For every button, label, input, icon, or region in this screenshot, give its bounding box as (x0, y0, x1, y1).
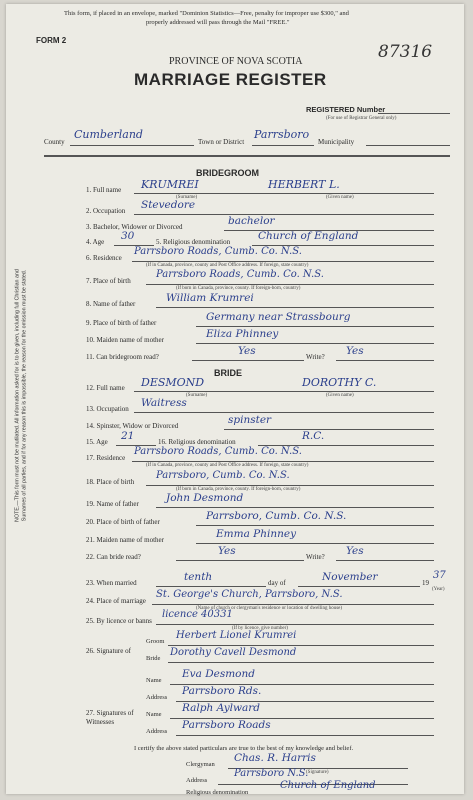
groom-father-birth-label: 9. Place of birth of father (86, 319, 157, 327)
clergyman-signature: Chas. R. Harris (234, 752, 316, 764)
bride-status-line (224, 429, 434, 430)
signatures-label: 26. Signature of (86, 647, 131, 655)
town-line (252, 145, 314, 146)
groom-father-line (156, 307, 434, 308)
bride-birth-label: 18. Place of birth (86, 478, 135, 486)
bride-mother-label: 21. Maiden name of mother (86, 536, 164, 544)
groom-fullname-line (134, 193, 434, 194)
bridegroom-heading: BRIDEGROOM (196, 168, 259, 178)
side-note (15, 146, 28, 646)
bride-given-name: DOROTHY C. (302, 376, 377, 389)
bride-surname: DESMOND (141, 376, 205, 389)
groom-birth-label: 7. Place of birth (86, 277, 131, 285)
bride-write-line (336, 560, 434, 561)
groom-birth-line (146, 284, 434, 285)
county-label: County (44, 138, 65, 146)
licence-line (156, 624, 434, 625)
groom-age-label: 4. Age (86, 238, 105, 246)
bride-religion: R.C. (302, 430, 325, 442)
married-year-hint: (Year) (432, 587, 445, 592)
bride-read: Yes (218, 545, 236, 557)
clergyman-address-label: Address (186, 777, 208, 784)
county-line (70, 145, 194, 146)
bride-father: John Desmond (166, 492, 244, 504)
licence-hint: (If by licence, give number) (232, 626, 288, 631)
groom-age: 30 (121, 230, 135, 242)
bride-residence-line (132, 461, 434, 462)
groom-occupation-line (134, 214, 434, 215)
mail-notice-line1: This form, if placed in an envelope, marked "Dominion Statistics—Free, penalty for improper use $300," and (64, 10, 349, 17)
bride-residence-label: 17. Residence (86, 454, 126, 462)
groom-residence-line (132, 261, 434, 262)
certify-statement: I certify the above stated particulars are true to the best of my knowledge and belief. (134, 745, 354, 752)
groom-father-label: 8. Name of father (86, 300, 136, 308)
groom-given-hint: (Given name) (326, 195, 354, 200)
bride-father-label: 19. Name of father (86, 500, 139, 508)
groom-residence: Parrsboro Roads, Cumb. Co. N.S. (134, 246, 302, 257)
bride-surname-hint: (Surname) (186, 393, 208, 398)
bride-status: spinster (228, 414, 272, 426)
bride-signature: Dorothy Cavell Desmond (170, 647, 297, 658)
groom-residence-label: 6. Residence (86, 254, 122, 262)
licence-value: licence 40331 (162, 609, 233, 620)
clergyman-religion: Church of England (280, 780, 376, 791)
groom-write: Yes (346, 345, 364, 357)
registrar-note: (For use of Registrar General only) (326, 116, 397, 121)
bride-birth-line (146, 485, 434, 486)
groom-read: Yes (238, 345, 256, 357)
groom-occupation-label: 2. Occupation (86, 207, 126, 215)
witness2-name-label: Name (146, 711, 162, 718)
bride-occupation-line (134, 412, 434, 413)
groom-birth: Parrsboro Roads, Cumb. Co. N.S. (156, 269, 324, 280)
bride-sig-label: Bride (146, 655, 161, 662)
province-heading: PROVINCE OF NOVA SCOTIA (169, 56, 303, 67)
clergyman-address: Parrsboro N.S. (234, 768, 309, 779)
side-note-line2: Surnames of all parties, and if for any reason this is impossible, the reason for the omission must be stated. (21, 269, 27, 522)
marriage-register-form (6, 4, 464, 794)
groom-read-line (192, 360, 304, 361)
bride-fullname-line (134, 391, 434, 392)
witness1-address: Parrsboro Rds. (182, 685, 262, 697)
groom-mother: Eliza Phinney (206, 328, 279, 340)
bride-given-hint: (Given name) (326, 393, 354, 398)
header-rule (44, 155, 450, 157)
groom-mother-label: 10. Maiden name of mother (86, 336, 164, 344)
groom-father-birth: Germany near Strassbourg (206, 311, 351, 323)
married-month: November (322, 571, 378, 583)
form-label: FORM 2 (36, 36, 67, 45)
registered-number-line (378, 113, 450, 114)
bride-father-line (156, 507, 434, 508)
groom-status-label: 3. Bachelor, Widower or Divorced (86, 223, 183, 231)
bride-religion-label: 16. Religious denomination (158, 438, 236, 446)
groom-occupation: Stevedore (141, 199, 196, 211)
bride-occupation: Waitress (141, 397, 187, 409)
bride-residence: Parrsboro Roads, Cumb. Co. N.S. (134, 446, 302, 457)
groom-fullname-label: 1. Full name (86, 186, 122, 194)
groom-mother-line (196, 343, 434, 344)
groom-status: bachelor (228, 215, 275, 227)
groom-religion-label: 5. Religious denomination (156, 238, 231, 246)
municipality-label: Municipality (318, 138, 355, 146)
bride-mother-line (196, 543, 434, 544)
page-title: MARRIAGE REGISTER (134, 70, 327, 89)
marriage-place-label: 24. Place of marriage (86, 597, 146, 605)
bride-read-line (176, 560, 304, 561)
bride-age: 21 (121, 430, 135, 442)
town-label: Town or District (198, 138, 245, 146)
bride-mother: Emma Phinney (216, 528, 297, 540)
bride-fullname-label: 12. Full name (86, 384, 125, 392)
groom-surname: KRUMREI (141, 178, 199, 191)
clergyman-religion-label: Religious denomination (186, 789, 249, 796)
groom-birth-hint: (If born in Canada, province, county. If foreign-born, country) (176, 286, 301, 291)
married-year-prefix: 19 (422, 579, 429, 587)
bride-read-label: 22. Can bride read? (86, 553, 141, 561)
groom-sig-label: Groom (146, 638, 165, 645)
clergyman-sig-hint: (Signature) (306, 770, 329, 775)
witness2-address: Parrsboro Roads (182, 719, 271, 731)
groom-write-label: Write? (306, 353, 325, 361)
county-value: Cumberland (74, 128, 143, 141)
marriage-place: St. George's Church, Parrsboro, N.S. (156, 589, 343, 600)
bride-residence-hint: (If in Canada, province, county and Post Office address. If foreign, state country) (146, 463, 309, 468)
witness2-address-label: Address (146, 728, 168, 735)
bride-heading: BRIDE (214, 368, 243, 378)
witnesses-label: 27. Signatures of Witnesses (86, 709, 134, 726)
municipality-line (366, 145, 450, 146)
town-value: Parrsboro (254, 128, 310, 141)
groom-given-name: HERBERT L. (268, 178, 340, 191)
married-day-line (156, 586, 266, 587)
witness2-address-line (176, 735, 434, 736)
bride-father-birth-line (196, 525, 434, 526)
groom-read-label: 11. Can bridegroom read? (86, 353, 159, 361)
bride-father-birth-label: 20. Place of birth of father (86, 518, 160, 526)
marriage-place-hint: (Name of church or clergyman's residence or location of dwelling house) (196, 606, 343, 611)
bride-birth-hint: (If born in Canada, province, county. If foreign-born, country) (176, 487, 301, 492)
groom-father-birth-line (196, 326, 434, 327)
bride-sig-line (168, 662, 434, 663)
married-year: 37 (433, 570, 446, 581)
witness1-address-label: Address (146, 694, 168, 701)
clergyman-label: Clergyman (186, 761, 215, 768)
witness1-name-label: Name (146, 677, 162, 684)
married-month-line (298, 586, 420, 587)
mail-notice-line2: properly addressed will pass through the Mail "FREE." (146, 19, 290, 26)
groom-signature: Herbert Lionel Krumrei (176, 630, 297, 641)
bride-write: Yes (346, 545, 364, 557)
groom-religion: Church of England (258, 230, 359, 242)
groom-surname-hint: (Surname) (176, 195, 198, 200)
groom-sig-line (168, 645, 434, 646)
groom-residence-hint: (If in Canada, province, county and Post Office address. If foreign, state country) (146, 263, 309, 268)
married-day: tenth (184, 571, 213, 583)
side-note-line1: NOTE.—This form must not be mutilated. All information asked for is to be given, including full Christian and (14, 269, 21, 522)
groom-write-line (336, 360, 434, 361)
registration-stamp-number: 87316 (378, 42, 433, 62)
marriage-place-line (152, 604, 434, 605)
bride-occupation-label: 13. Occupation (86, 405, 129, 413)
witness2-name: Ralph Aylward (182, 702, 261, 714)
bride-status-label: 14. Spinster, Widow or Divorced (86, 422, 179, 430)
bride-birth: Parrsboro, Cumb. Co. N.S. (156, 470, 290, 481)
registered-number-label: REGISTERED Number (306, 105, 386, 114)
bride-father-birth: Parrsboro, Cumb. Co. N.S. (206, 510, 347, 522)
married-date-label: 23. When married (86, 579, 137, 587)
licence-label: 25. By licence or banns (86, 617, 152, 625)
witness1-name: Eva Desmond (182, 668, 255, 680)
married-day-of-label: day of (268, 579, 286, 587)
bride-write-label: Write? (306, 553, 325, 561)
bride-age-label: 15. Age (86, 438, 108, 446)
groom-father: William Krumrei (166, 292, 254, 304)
